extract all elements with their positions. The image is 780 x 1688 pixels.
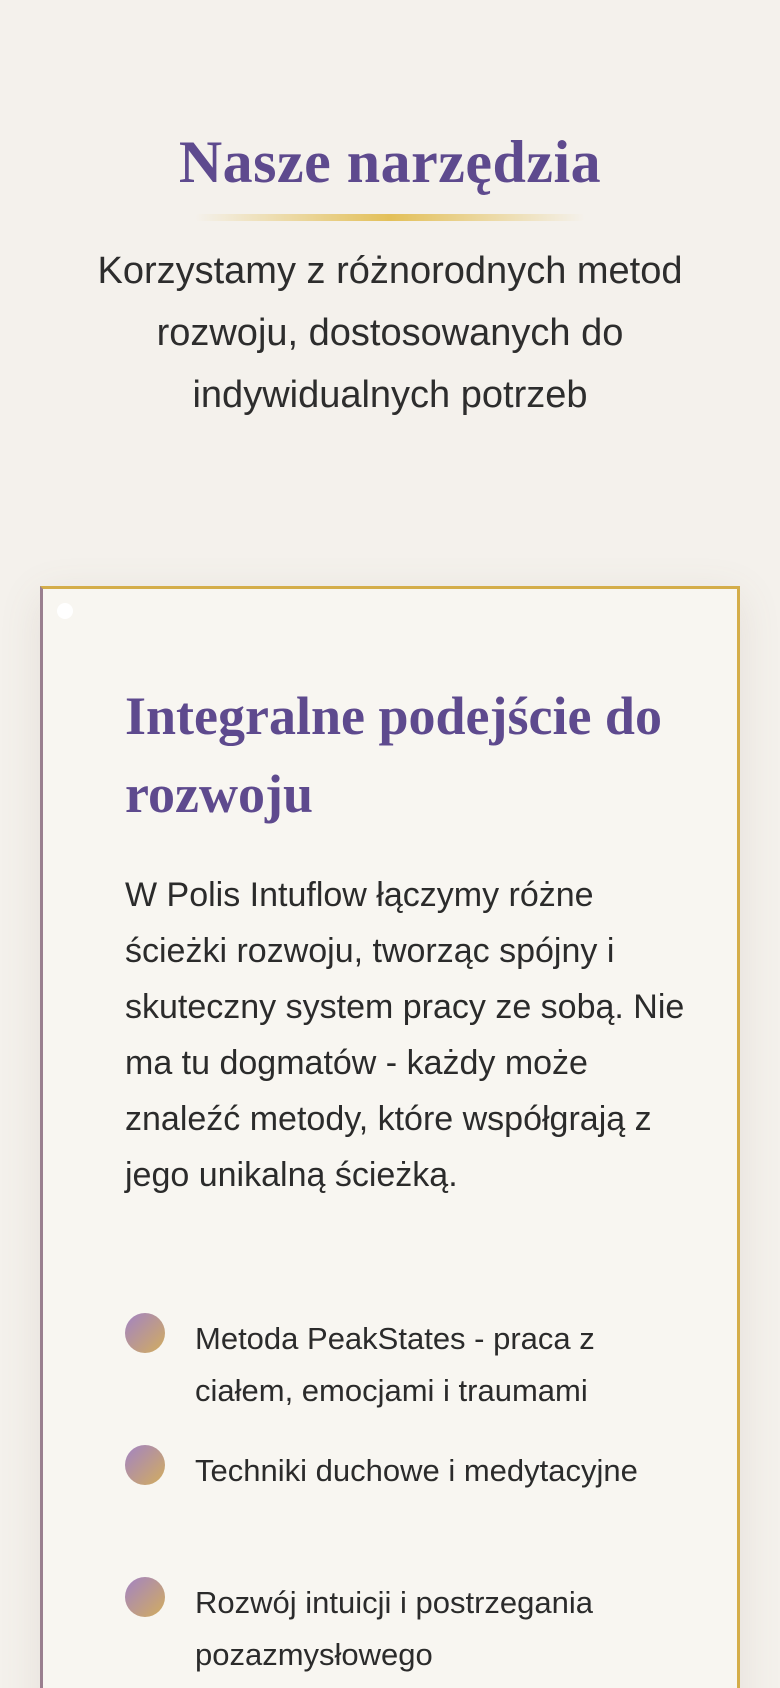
feature-text: Rozwój intuicji i postrzegania pozazmysłowego (195, 1585, 594, 1672)
gradient-bullet-icon (125, 1313, 165, 1353)
card-corner-dot (57, 603, 73, 619)
feature-text: Metoda PeakStates - praca z ciałem, emocjami i traumami (195, 1321, 595, 1408)
card-title: Integralne podejście do rozwoju (125, 686, 662, 824)
section-title: Nasze narzędzia (178, 129, 602, 195)
section-subtitle: Korzystamy z różnorodnych metod rozwoju, dostosowanych do indywidualnych potrzeb (97, 250, 683, 416)
feature-item (125, 1445, 715, 1577)
integral-approach-card (40, 586, 740, 1688)
title-underline (195, 214, 585, 221)
gradient-bullet-icon (125, 1577, 165, 1617)
feature-text: Techniki duchowe i medytacyjne (195, 1453, 638, 1488)
gradient-bullet-icon (125, 1445, 165, 1485)
feature-item (125, 1313, 715, 1445)
feature-item (125, 1577, 715, 1688)
feature-list (125, 1313, 715, 1688)
card-description: W Polis Intuflow łączymy różne ścieżki rozwoju, tworząc spójny i skuteczny system pracy ze sobą. Nie ma tu dogmatów - każdy może znaleźć metody, które współgrają z jego unikalną ścieżką. (125, 876, 685, 1194)
